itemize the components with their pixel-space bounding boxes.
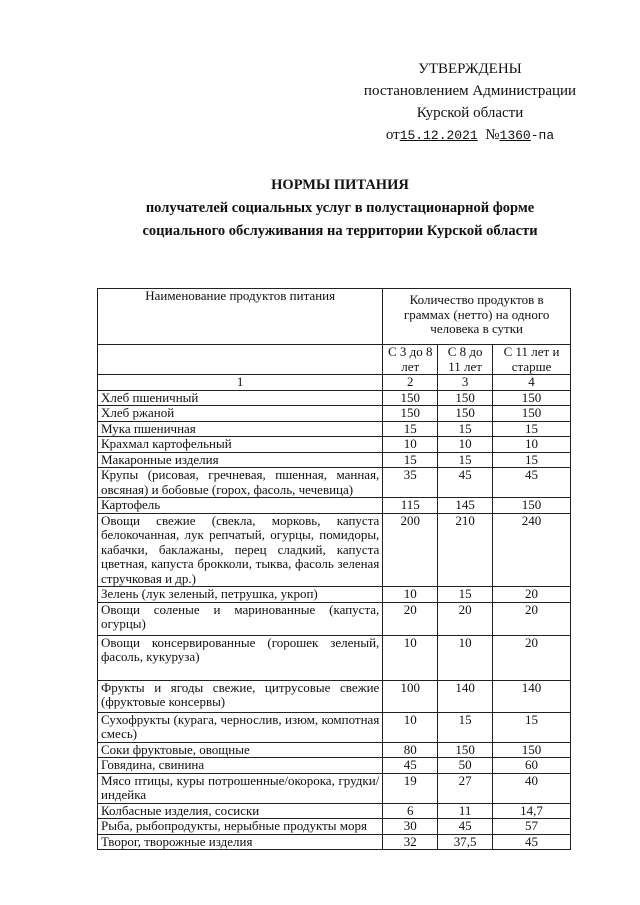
- quantity-cell: 10: [383, 587, 438, 603]
- quantity-cell: 45: [493, 468, 571, 498]
- quantity-cell: 30: [383, 819, 438, 835]
- quantity-cell: 15: [383, 452, 438, 468]
- product-name: Мясо птицы, куры потрошенные/окорока, грудки/индейка: [98, 773, 383, 803]
- quantity-cell: 150: [493, 406, 571, 422]
- quantity-cell: 15: [438, 421, 493, 437]
- quantity-cell: 19: [383, 773, 438, 803]
- table-row: [98, 421, 571, 437]
- quantity-cell: 150: [493, 742, 571, 758]
- quantity-cell: 150: [493, 390, 571, 406]
- table-row: [98, 390, 571, 406]
- quantity-cell: 10: [383, 712, 438, 742]
- header-product-name: Наименование продуктов питания: [98, 289, 383, 345]
- header-age-group: С 3 до 8 лет: [383, 345, 438, 375]
- product-name: Макаронные изделия: [98, 452, 383, 468]
- product-name: Хлеб ржаной: [98, 406, 383, 422]
- approval-number: 1360: [499, 128, 531, 143]
- header-quantity: Количество продуктов в граммах (нетто) на одного человека в сутки: [383, 289, 571, 345]
- quantity-cell: 115: [383, 498, 438, 514]
- quantity-cell: 10: [383, 437, 438, 453]
- quantity-cell: 45: [493, 834, 571, 850]
- quantity-cell: 140: [438, 680, 493, 712]
- product-name: Рыба, рыбопродукты, нерыбные продукты моря: [98, 819, 383, 835]
- quantity-cell: 45: [438, 819, 493, 835]
- product-name: Соки фруктовые, овощные: [98, 742, 383, 758]
- table-row: [98, 742, 571, 758]
- product-name: Зелень (лук зеленый, петрушка, укроп): [98, 587, 383, 603]
- quantity-cell: 35: [383, 468, 438, 498]
- product-name: Хлеб пшеничный: [98, 390, 383, 406]
- column-number: 4: [493, 375, 571, 391]
- quantity-cell: 20: [493, 587, 571, 603]
- approval-block: [360, 58, 580, 147]
- table-row: [98, 834, 571, 850]
- quantity-cell: 37,5: [438, 834, 493, 850]
- quantity-cell: 27: [438, 773, 493, 803]
- table-row: [98, 712, 571, 742]
- quantity-cell: 100: [383, 680, 438, 712]
- quantity-cell: 80: [383, 742, 438, 758]
- table-row: [98, 773, 571, 803]
- product-name: Творог, творожные изделия: [98, 834, 383, 850]
- table-row: [98, 437, 571, 453]
- product-name: Крупы (рисовая, гречневая, пшенная, манная, овсяная) и бобовые (горох, фасоль, чечевица): [98, 468, 383, 498]
- quantity-cell: 240: [493, 513, 571, 587]
- table-row: [98, 680, 571, 712]
- product-name: Колбасные изделия, сосиски: [98, 803, 383, 819]
- product-name: Картофель: [98, 498, 383, 514]
- table-row: [98, 587, 571, 603]
- quantity-cell: 15: [438, 712, 493, 742]
- quantity-cell: 15: [438, 452, 493, 468]
- table-row: [98, 819, 571, 835]
- table-row: [98, 635, 571, 680]
- quantity-cell: 20: [383, 602, 438, 635]
- title-sub-2: социального обслуживания на территории Курской области: [142, 223, 538, 239]
- quantity-cell: 11: [438, 803, 493, 819]
- quantity-cell: 150: [493, 498, 571, 514]
- quantity-cell: 15: [493, 421, 571, 437]
- column-number: 1: [98, 375, 383, 391]
- table-row: [98, 406, 571, 422]
- approval-date-number: от15.12.2021 №1360-па: [385, 127, 555, 143]
- table-row: [98, 468, 571, 498]
- table-row: [98, 602, 571, 635]
- approval-region: Курской области: [416, 105, 524, 121]
- table-row: [98, 498, 571, 514]
- quantity-cell: 140: [493, 680, 571, 712]
- product-name: Крахмал картофельный: [98, 437, 383, 453]
- table-row: [98, 758, 571, 774]
- quantity-cell: 10: [438, 437, 493, 453]
- quantity-cell: 20: [493, 602, 571, 635]
- table-row: [98, 803, 571, 819]
- approval-heading: УТВЕРЖДЕНЫ: [418, 61, 522, 77]
- quantity-cell: 20: [493, 635, 571, 680]
- quantity-cell: 10: [383, 635, 438, 680]
- approval-authority: постановлением Администрации: [363, 83, 577, 99]
- title-sub-1: получателей социальных услуг в полустационарной форме: [145, 200, 535, 216]
- product-name: Говядина, свинина: [98, 758, 383, 774]
- quantity-cell: 10: [493, 437, 571, 453]
- quantity-cell: 15: [493, 712, 571, 742]
- table-row: [98, 452, 571, 468]
- product-name: Овощи соленые и маринованные (капуста, огурцы): [98, 602, 383, 635]
- quantity-cell: 150: [438, 390, 493, 406]
- quantity-cell: 15: [493, 452, 571, 468]
- quantity-cell: 45: [383, 758, 438, 774]
- quantity-cell: 40: [493, 773, 571, 803]
- document-title: [80, 174, 600, 243]
- product-name: Сухофрукты (курага, чернослив, изюм, компотная смесь): [98, 712, 383, 742]
- quantity-cell: 200: [383, 513, 438, 587]
- column-number: 3: [438, 375, 493, 391]
- quantity-cell: 60: [493, 758, 571, 774]
- product-name: Овощи консервированные (горошек зеленый, фасоль, кукуруза): [98, 635, 383, 680]
- quantity-cell: 20: [438, 602, 493, 635]
- quantity-cell: 150: [383, 406, 438, 422]
- quantity-cell: 150: [383, 390, 438, 406]
- header-age-group: С 8 до 11 лет: [438, 345, 493, 375]
- quantity-cell: 50: [438, 758, 493, 774]
- product-name: Мука пшеничная: [98, 421, 383, 437]
- quantity-cell: 10: [438, 635, 493, 680]
- quantity-cell: 150: [438, 742, 493, 758]
- quantity-cell: 14,7: [493, 803, 571, 819]
- quantity-cell: 6: [383, 803, 438, 819]
- quantity-cell: 45: [438, 468, 493, 498]
- quantity-cell: 210: [438, 513, 493, 587]
- quantity-cell: 150: [438, 406, 493, 422]
- table-row: [98, 513, 571, 587]
- column-number: 2: [383, 375, 438, 391]
- header-age-group: С 11 лет и старше: [493, 345, 571, 375]
- quantity-cell: 57: [493, 819, 571, 835]
- product-name: Овощи свежие (свекла, морковь, капуста белокочанная, лук репчатый, огурцы, помидоры, кабачки, баклажаны, перец сладкий, капуста цветная, капуста брокколи, тыква, фасоль зеленая стручковая и др.): [98, 513, 383, 587]
- quantity-cell: 15: [438, 587, 493, 603]
- approval-date: 15.12.2021: [399, 128, 478, 143]
- quantity-cell: 15: [383, 421, 438, 437]
- nutrition-norms-table: [97, 288, 571, 850]
- title-main: НОРМЫ ПИТАНИЯ: [271, 177, 409, 193]
- product-name: Фрукты и ягоды свежие, цитрусовые свежие (фруктовые консервы): [98, 680, 383, 712]
- quantity-cell: 32: [383, 834, 438, 850]
- quantity-cell: 145: [438, 498, 493, 514]
